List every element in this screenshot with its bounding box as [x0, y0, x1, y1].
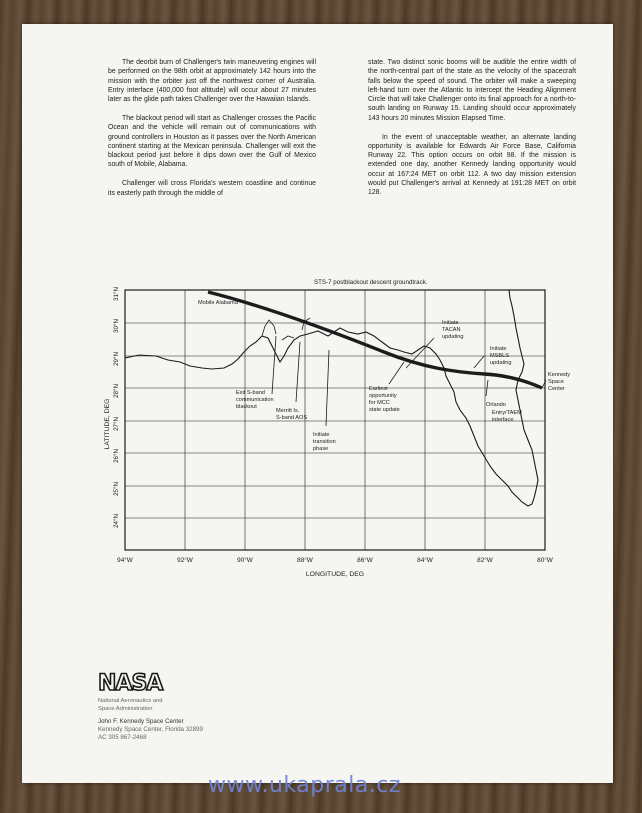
watermark: www.ukaprala.cz [208, 773, 401, 798]
leader-msbls [474, 356, 484, 368]
label-transition-1: Initiate [313, 432, 330, 438]
label-ksc-3: Center [548, 386, 565, 392]
paragraph-deorbit: The deorbit burn of Challenger's twin maneuvering engines will be performed on the 98th orbit at approximately 142 hours into the mission with the orbiter just off the northwest corner of Australia. Entry interface (400,000 foot altitude) will occur about 27 minutes later as the glide path takes Challenger over the Hawaiian Islands. [108, 59, 316, 104]
label-ksc-2: Space [548, 379, 564, 385]
label-tacan-1: Initiate [442, 320, 459, 326]
document-page [22, 24, 613, 783]
map-grid [125, 290, 545, 550]
org-line-1: National Aeronautics and [98, 698, 163, 704]
label-exit-sband-3: blackout [236, 404, 257, 410]
label-merritt-2: S-band AOS [276, 415, 308, 421]
center-name: John F. Kennedy Space Center [98, 718, 184, 725]
text-column-right [368, 58, 576, 207]
groundtrack-map-svg [104, 276, 582, 606]
y-tick-25n: 25°N [113, 482, 120, 496]
label-merritt-1: Merritt Is. [276, 408, 300, 414]
x-tick-86w: 86°W [357, 557, 373, 564]
x-tick-92w: 92°W [177, 557, 193, 564]
label-transition-2: transition [313, 439, 336, 445]
label-mcc-2: opportunity [369, 393, 397, 399]
nasa-worm-logo [97, 668, 177, 696]
x-tick-88w: 88°W [297, 557, 313, 564]
label-orlando: Orlando [486, 402, 506, 408]
org-line-2: Space Administration [98, 705, 153, 712]
x-tick-84w: 84°W [417, 557, 433, 564]
label-msbls-1: Initiate [490, 346, 507, 352]
y-tick-30n: 30°N [113, 319, 120, 333]
paragraph-alternate-landing: In the event of unacceptable weather, an alternate landing opportunity is available for Edwards Air Force Base, California Runway 22. This option occurs on orbit 98. If the mission is extended one day, another Kennedy landing opportunity would occur at 167:24 MET on orbit 112. A two day mission extension would put Challenger's arrival at Kennedy at 191:28 MET on orbit 128. [368, 133, 576, 197]
center-line-2: AC 305 867-2468 [98, 734, 147, 741]
x-tick-90w: 90°W [237, 557, 253, 564]
center-line-1: Kennedy Space Center, Florida 32899 [98, 726, 203, 733]
y-tick-28n: 28°N [113, 384, 120, 398]
label-exit-sband-1: Exit S-band [236, 390, 265, 396]
y-tick-26n: 26°N [113, 449, 120, 463]
label-taem-1: Entry/TAEM [492, 410, 522, 416]
paragraph-blackout: The blackout period will start as Challenger crosses the Pacific Ocean and the vehicle will remain out of communications with ground controllers in Houston as it passes over the North American continent starting at the Mexican peninsula. Challenger will exit the blackout period just before it dips down over the Gulf of Mexico south of Mobile, Alabama. [108, 114, 316, 169]
y-tick-27n: 27°N [113, 417, 120, 431]
map-title: STS-7 postblackout descent groundtrack. [314, 279, 428, 286]
label-taem-2: interface [492, 417, 514, 423]
coastline [125, 290, 538, 506]
label-mobile-alabama: Mobile Alabama [198, 300, 238, 306]
y-tick-24n: 24°N [113, 514, 120, 528]
leader-merritt [296, 342, 300, 402]
center-address [98, 718, 203, 742]
org-name [98, 698, 162, 713]
leader-mcc [389, 362, 404, 384]
x-tick-94w: 94°W [117, 557, 133, 564]
label-exit-sband-2: communication [236, 397, 274, 403]
label-tacan-2: TACAN [442, 327, 461, 333]
paragraph-sonic-booms: state. Two distinct sonic booms will be audible the entire width of the north-central part of the state as the velocity of the spacecraft falls below the speed of sound. The orbiter will make a sweeping left-hand turn over the Atlantic to intercept the Heading Alignment Circle that will take Challenger onto its final approach for a north-to-south landing on Runway 15. Landing should occur approximately 143 hours 20 minutes Mission Elapsed Time. [368, 59, 576, 122]
label-tacan-3: updating [442, 334, 464, 340]
paragraph-coastline: Challenger will cross Florida's western coastline and continue its easterly path through the middle of [108, 180, 316, 197]
y-tick-29n: 29°N [113, 352, 120, 366]
label-mcc-3: for MCC [369, 400, 390, 406]
label-msbls-3: updating [490, 360, 512, 366]
y-tick-31n: 31°N [113, 287, 120, 301]
y-axis-label: LATITUDE, DEG [104, 398, 111, 450]
groundtrack-map [104, 276, 582, 606]
text-column-left [108, 58, 316, 207]
label-transition-3: phase [313, 446, 329, 452]
label-mcc-1: Earliest [369, 386, 388, 392]
label-ksc-1: Kennedy [548, 372, 571, 378]
label-mcc-4: state update [369, 407, 400, 413]
label-msbls-2: MSBLS [490, 353, 509, 359]
x-tick-80w: 80°W [537, 557, 553, 564]
map-frame [125, 290, 545, 550]
x-axis-label: LONGITUDE, DEG [305, 571, 365, 578]
x-tick-82w: 82°W [477, 557, 493, 564]
nasa-logo-text: NASA [98, 671, 163, 696]
leader-exit-sband [272, 336, 276, 394]
